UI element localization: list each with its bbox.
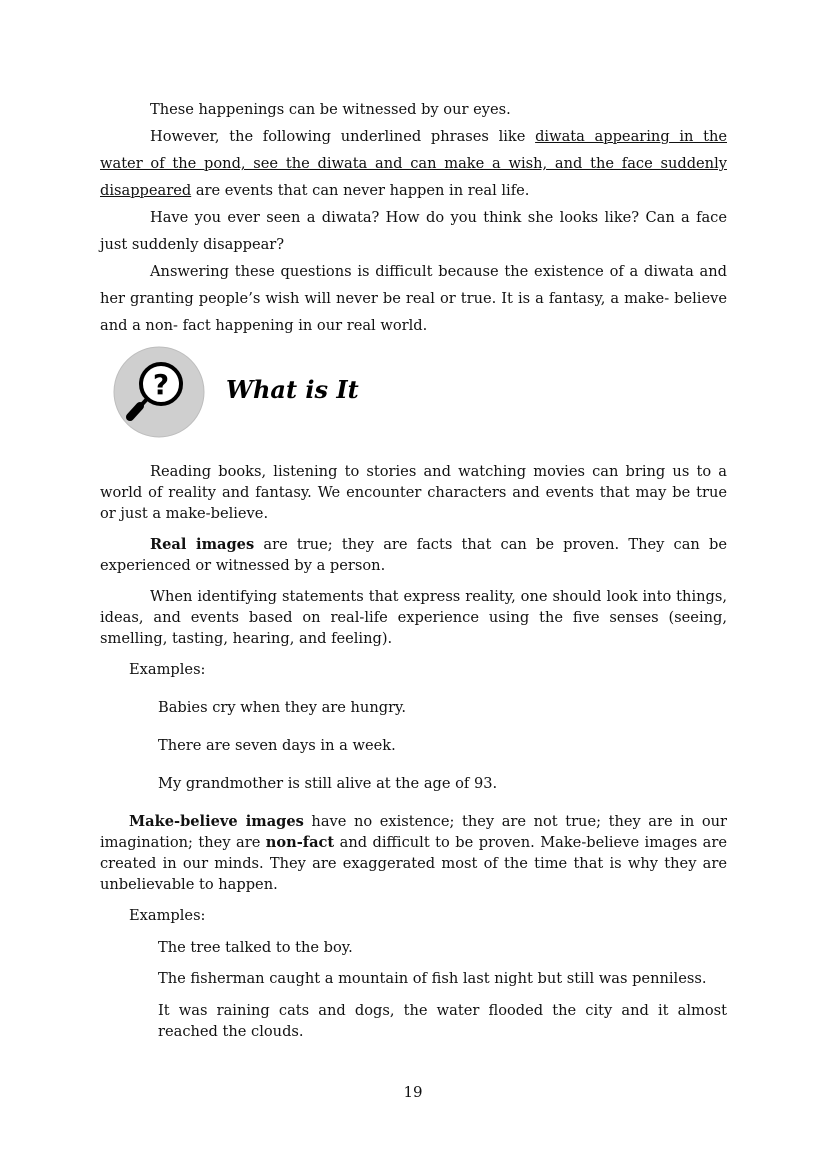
make-believe-mid: have no existence; they are not true; they are in our imagination; they are (100, 813, 727, 851)
make-believe-paragraph (100, 811, 727, 895)
make-believe-example: The fisherman caught a mountain of fish last night but still was penniless. (158, 970, 707, 987)
svg-text:?: ? (152, 368, 170, 401)
make-believe-example: The tree talked to the boy. (158, 939, 353, 956)
make-believe-term: Make-believe images (129, 813, 304, 830)
body-intro-paragraph (100, 461, 727, 524)
intro-p2-after: are events that can never happen in real life. (191, 182, 530, 199)
examples-label-real: Examples: (129, 661, 206, 678)
make-believe-example: It was raining cats and dogs, the water flooded the city and it almost reached the clouds. (158, 1002, 727, 1040)
reality-senses-text: When identifying statements that express reality, one should look into things, ideas, and events based on real-life experience using the five senses (seeing, smelling, tasting, hearing, and feeling). (100, 588, 727, 647)
real-images-paragraph (100, 534, 727, 576)
reality-senses-paragraph (100, 586, 727, 649)
real-images-term: Real images (150, 536, 255, 553)
magnifier-question-icon (113, 346, 205, 438)
intro-line-text: These happenings can be witnessed by our eyes. (150, 101, 511, 118)
real-example: Babies cry when they are hungry. (158, 699, 406, 716)
real-example: There are seven days in a week. (158, 737, 396, 754)
body-intro-text: Reading books, listening to stories and watching movies can bring us to a world of reality and fantasy. We encounter characters and events that may be true or just a make-believe. (100, 463, 727, 522)
real-images-definition: are true; they are facts that can be proven. They can be experienced or witnessed by a person. (100, 536, 727, 574)
page-number: 19 (403, 1083, 423, 1101)
intro-answer-text: Answering these questions is difficult because the existence of a diwata and her granting people’s wish will never be real or true. It is a fantasy, a make- believe and a non- fact happening in our real world. (100, 263, 727, 334)
section-title: What is It (226, 375, 359, 404)
underlined-phrases: diwata appearing in the water of the pond, see the diwata and can make a wish, and the face suddenly disappeared (100, 128, 727, 199)
intro-questions (100, 204, 727, 258)
intro-paragraph-underlined (100, 123, 727, 204)
intro-line (100, 96, 727, 123)
intro-p2-before: However, the following underlined phrases like (150, 128, 536, 145)
examples-label-make-believe: Examples: (129, 907, 206, 924)
non-fact-term: non-fact (265, 834, 335, 851)
intro-questions-text: Have you ever seen a diwata? How do you think she looks like? Can a face just suddenly disappear? (100, 209, 727, 253)
intro-answer (100, 258, 727, 339)
make-believe-rest: and difficult to be proven. Make-believe images are created in our minds. They are exaggerated most of the time that is why they are unbelievable to happen. (100, 834, 727, 893)
real-example: My grandmother is still alive at the age of 93. (158, 775, 498, 792)
